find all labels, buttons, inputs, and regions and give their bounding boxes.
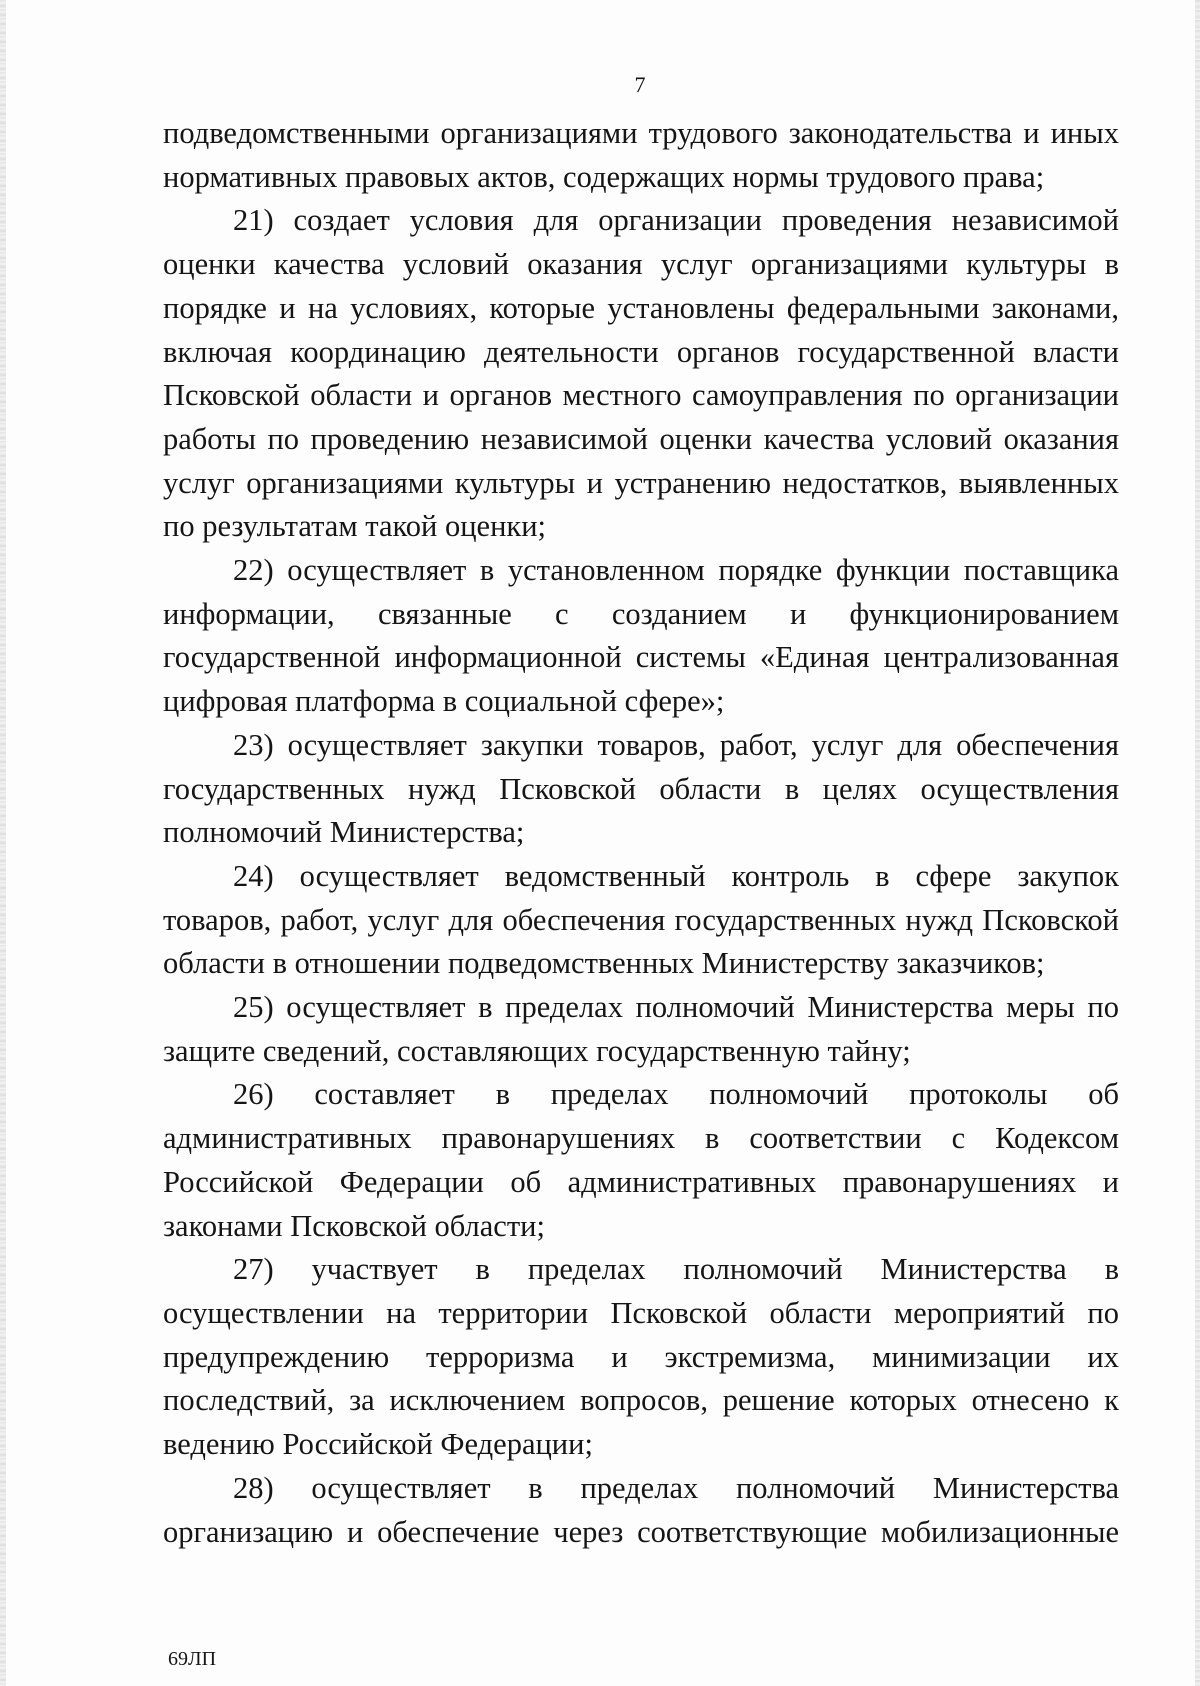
paragraph-item-22: 22) осуществляет в установленном порядке функции поставщика информации, связанные с созданием и функционированием государственной информационной системы «Единая централизованная цифровая платформа в социальной сфере»; (163, 553, 1119, 719)
scan-edge-left (0, 0, 6, 1686)
scan-edge-right (1195, 0, 1200, 1686)
paragraph-item-23: 23) осуществляет закупки товаров, работ, услуг для обеспечения государственных нужд Псковской области в целях осуществления полномочий Министерства; (163, 727, 1119, 850)
body-text (163, 112, 1119, 1554)
paragraph-item-25: 25) осуществляет в пределах полномочий Министерства меры по защите сведений, составляющих государственную тайну; (163, 990, 1119, 1068)
paragraph-item-26: 26) составляет в пределах полномочий протоколы об административных правонарушениях в соответствии с Кодексом Российской Федерации об административных правонарушениях и законами Псковской области; (163, 1077, 1119, 1243)
paragraph-item-28: 28) осуществляет в пределах полномочий Министерства организацию и обеспечение через соответствующие мобилизационные (163, 1470, 1119, 1549)
paragraph-item-24: 24) осуществляет ведомственный контроль в сфере закупок товаров, работ, услуг для обеспечения государственных нужд Псковской области в отношении подведомственных Министерству заказчиков; (163, 858, 1119, 981)
document-code: 69ЛП (168, 1648, 217, 1670)
paragraph-item-27: 27) участвует в пределах полномочий Министерства в осуществлении на территории Псковской области мероприятий по предупреждению терроризма и экстремизма, минимизации их последствий, за исключением вопросов, решение которых отнесено к ведению Российской Федерации; (163, 1252, 1119, 1462)
paragraph-item-21: 21) создает условия для организации проведения независимой оценки качества условий оказания услуг организациями культуры в порядке и на условиях, которые установлены федеральными законами, включая координацию деятельности органов государственной власти Псковской области и органов местного самоуправления по организации работы по проведению независимой оценки качества условий оказания услуг организациями культуры и устранению недостатков, выявленных по результатам такой оценки; (163, 203, 1119, 544)
paragraph-continuation: подведомственными организациями трудового законодательства и иных нормативных правовых актов, содержащих нормы трудового права; (163, 116, 1119, 194)
page-number: 7 (634, 72, 646, 97)
